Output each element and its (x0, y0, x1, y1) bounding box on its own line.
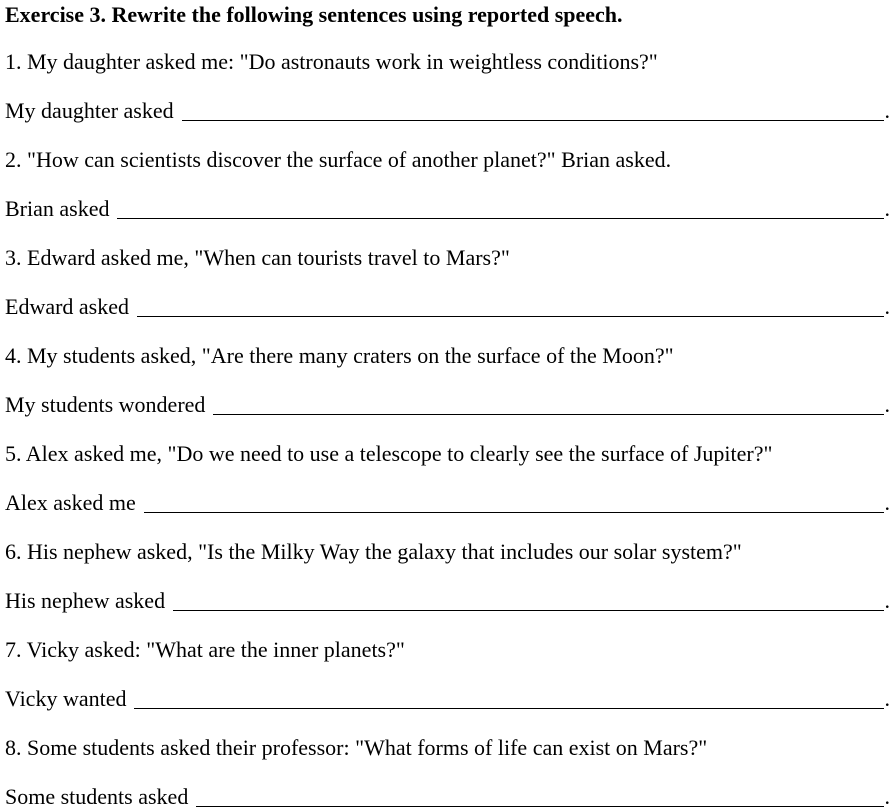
answer-row-5 (5, 488, 890, 518)
answer-starter-6: His nephew asked (5, 588, 166, 613)
answer-row-3 (5, 292, 890, 322)
answer-row-1 (5, 96, 890, 126)
exercise-title: Exercise 3. Rewrite the following sentences using reported speech. (5, 2, 623, 27)
answer-blank-4[interactable] (213, 392, 883, 415)
answer-row-6 (5, 586, 890, 616)
question-1: 1. My daughter asked me: "Do astronauts work in weightless conditions?" (5, 49, 658, 74)
answer-starter-7: Vicky wanted (5, 686, 127, 711)
question-8: 8. Some students asked their professor: "What forms of life can exist on Mars?" (5, 735, 708, 760)
answer-starter-5: Alex asked me (5, 490, 136, 515)
answer-row-4 (5, 390, 890, 420)
answer-blank-7[interactable] (134, 686, 883, 709)
question-2: 2. "How can scientists discover the surface of another planet?" Brian asked. (5, 147, 672, 172)
answer-row-8 (5, 782, 890, 812)
answer-end-6: . (884, 588, 890, 613)
answer-end-1: . (884, 98, 890, 123)
answer-end-8: . (884, 784, 890, 809)
question-4: 4. My students asked, "Are there many craters on the surface of the Moon?" (5, 343, 674, 368)
answer-blank-1[interactable] (182, 98, 884, 121)
answer-row-2 (5, 194, 890, 224)
question-3: 3. Edward asked me, "When can tourists travel to Mars?" (5, 245, 510, 270)
answer-end-3: . (884, 294, 890, 319)
answer-row-7 (5, 684, 890, 714)
answer-end-7: . (884, 686, 890, 711)
answer-end-2: . (884, 196, 890, 221)
answer-starter-3: Edward asked (5, 294, 130, 319)
question-6: 6. His nephew asked, "Is the Milky Way the galaxy that includes our solar system?" (5, 539, 742, 564)
answer-blank-2[interactable] (117, 196, 883, 219)
answer-starter-1: My daughter asked (5, 98, 174, 123)
answer-blank-3[interactable] (137, 294, 883, 317)
answer-blank-6[interactable] (173, 588, 883, 611)
answer-starter-2: Brian asked (5, 196, 110, 221)
answer-blank-5[interactable] (144, 490, 884, 513)
question-7: 7. Vicky asked: "What are the inner planets?" (5, 637, 405, 662)
answer-end-4: . (884, 392, 890, 417)
answer-end-5: . (884, 490, 890, 515)
answer-starter-4: My students wondered (5, 392, 206, 417)
answer-starter-8: Some students asked (5, 784, 189, 809)
answer-blank-8[interactable] (196, 784, 883, 807)
question-5: 5. Alex asked me, "Do we need to use a telescope to clearly see the surface of Jupiter?" (5, 441, 773, 466)
